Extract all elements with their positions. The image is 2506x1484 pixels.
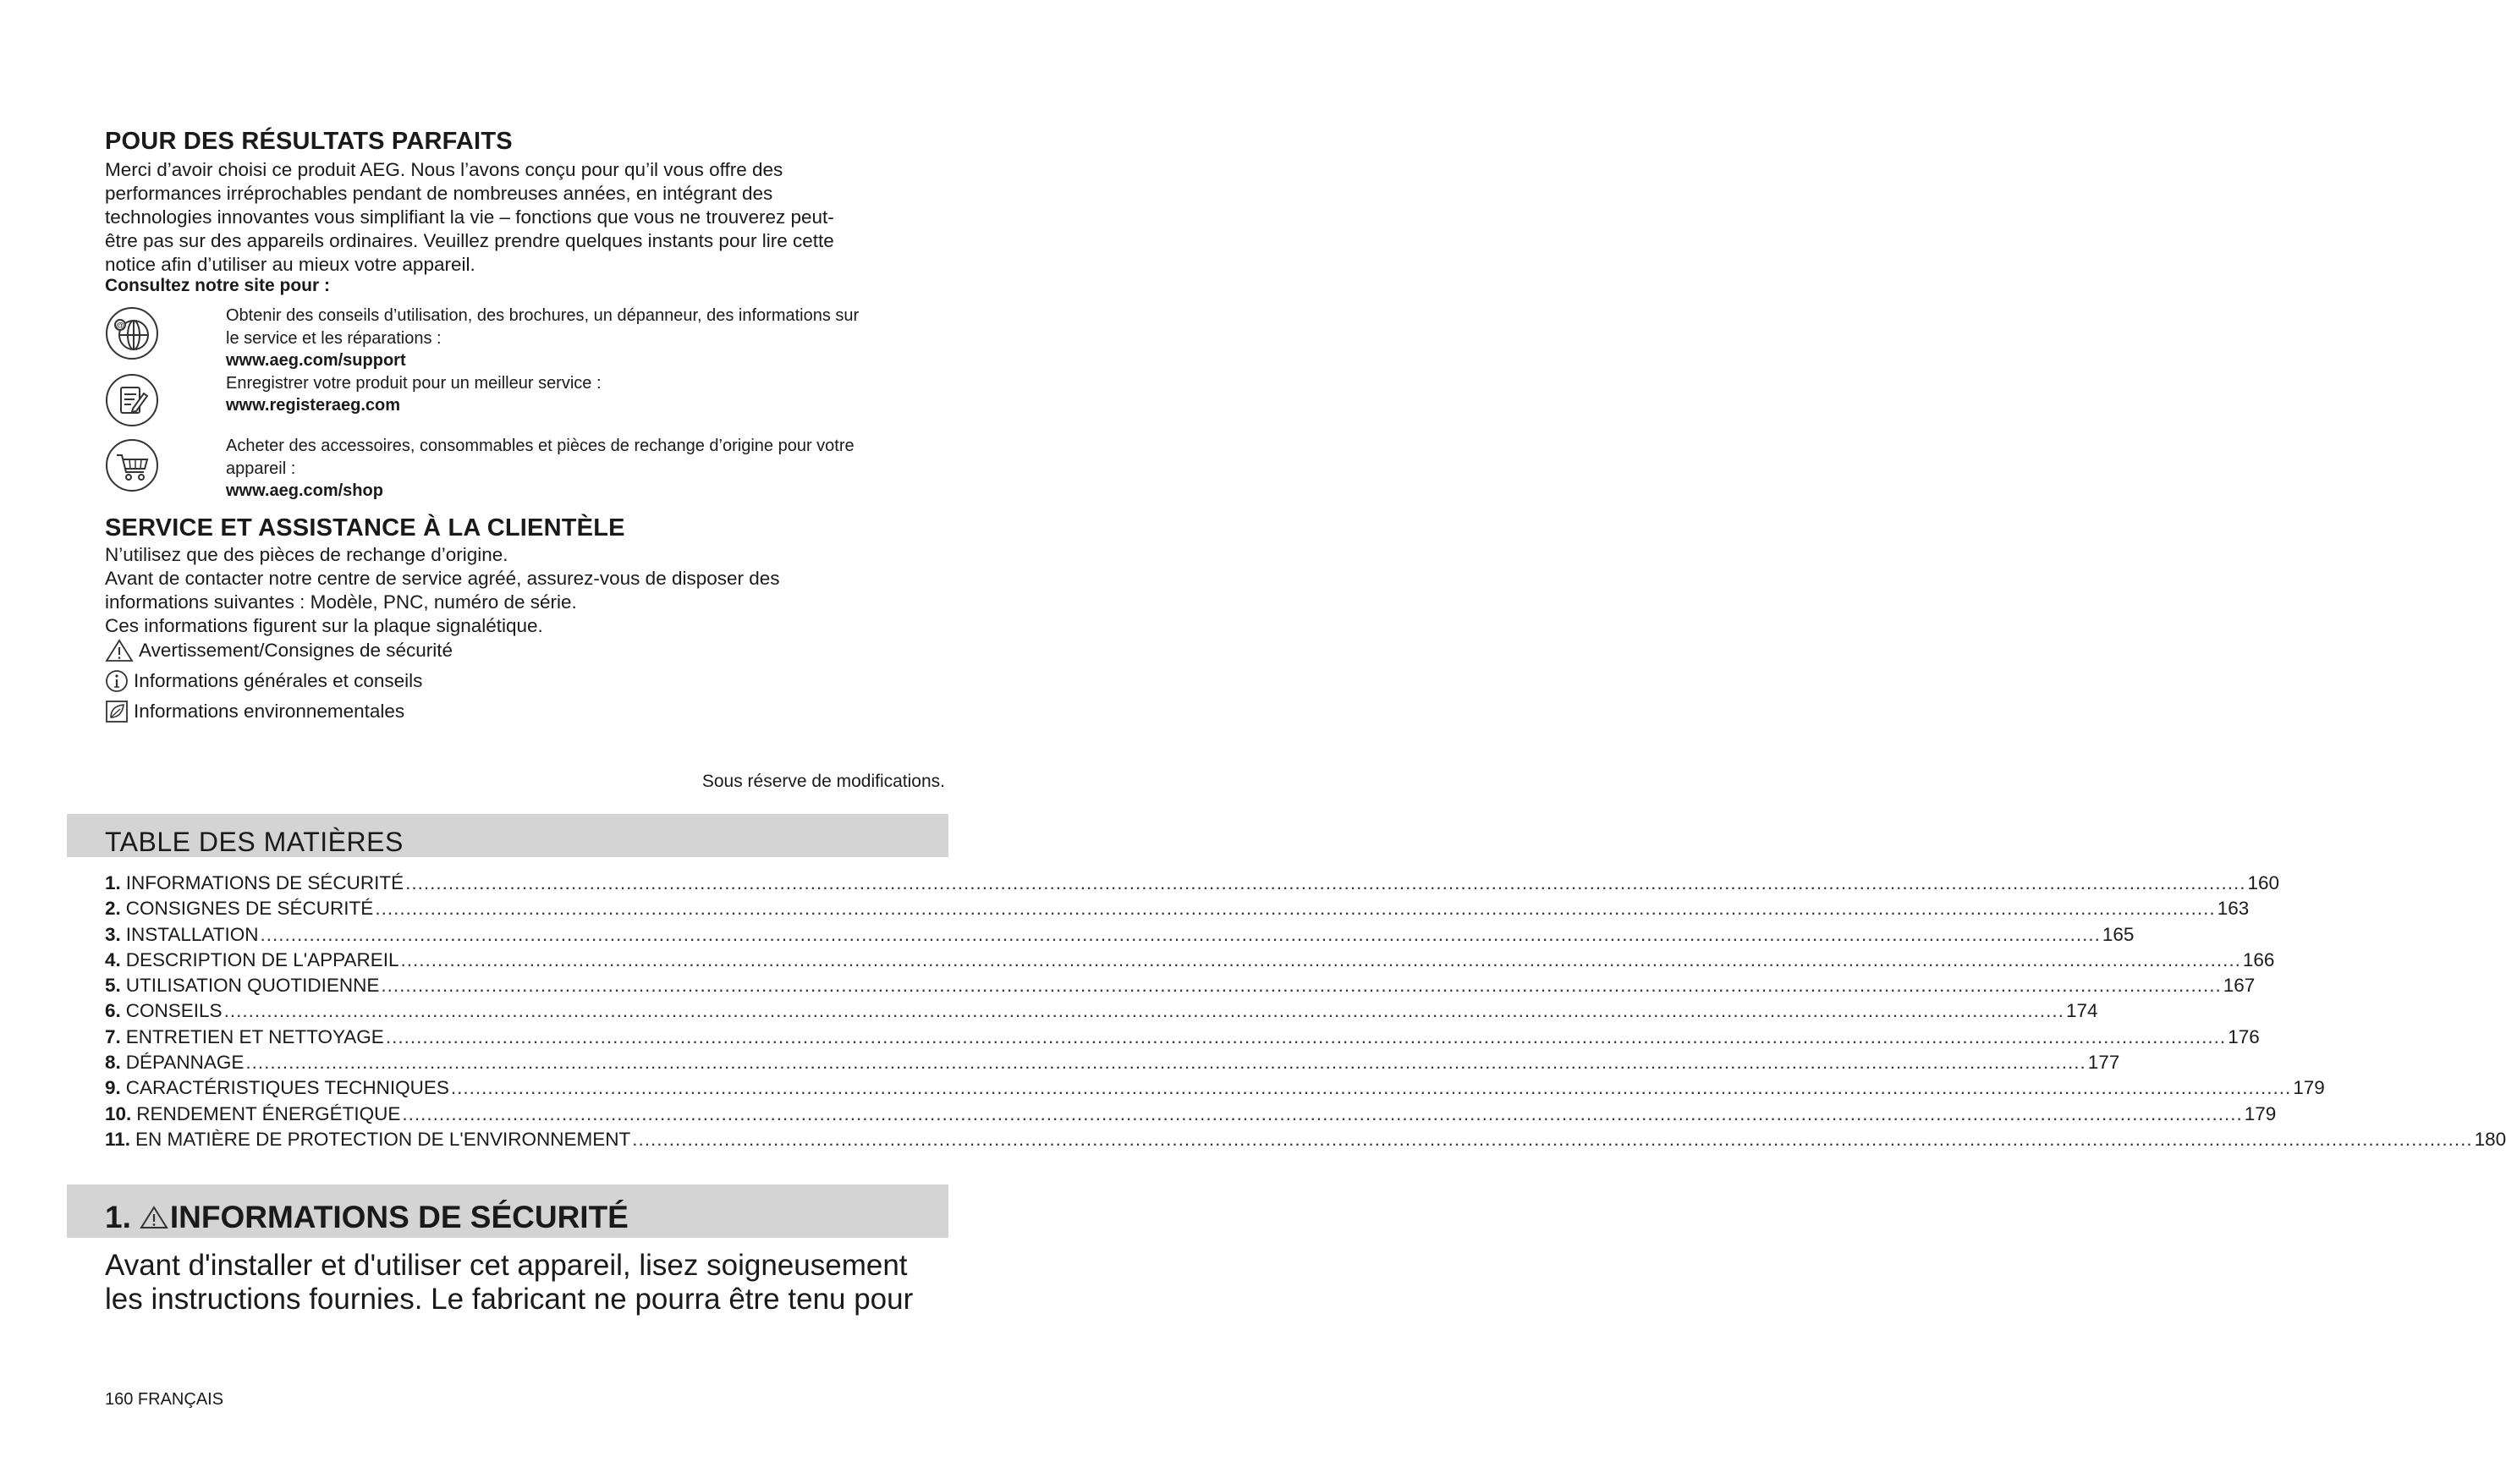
toc-leader-dots: ............................................................................................................................................................................................................................................................................................................ [381, 975, 2222, 997]
toc-item[interactable] [105, 923, 2135, 949]
toc-leader-dots: ............................................................................................................................................................................................................................................................................................................ [632, 1128, 2473, 1150]
toc-item-label: RENDEMENT ÉNERGÉTIQUE [136, 1102, 401, 1124]
legend-info: Informations générales et conseils [105, 669, 422, 693]
toc-list [105, 872, 2506, 1154]
toc-leader-dots: ............................................................................................................................................................................................................................................................................................................ [245, 1052, 2086, 1074]
toc-item-page: 179 [2293, 1077, 2325, 1099]
toc-item[interactable] [105, 1077, 2325, 1102]
reserve-note: Sous réserve de modifications. [701, 772, 945, 791]
toc-item-number: 10. [105, 1102, 132, 1124]
support-url[interactable]: www.aeg.com/support [226, 351, 406, 370]
toc-leader-dots: ............................................................................................................................................................................................................................................................................................................ [450, 1077, 2292, 1099]
toc-item-number: 4. [105, 948, 121, 970]
support-link-block: Obtenir des conseils d’utilisation, des brochures, un dépanneur, des informations sur le service et les réparations : www.aeg.com/support Enregistrer votre produit pour un meilleur service : www.registeraeg.com [226, 305, 859, 417]
globe-icon [105, 306, 159, 360]
toc-item-label: DESCRIPTION DE L'APPAREIL [125, 948, 399, 970]
toc-leader-dots: ............................................................................................................................................................................................................................................................................................................ [260, 923, 2101, 945]
toc-item-label: UTILISATION QUOTIDIENNE [125, 975, 380, 997]
leaf-icon [105, 700, 129, 723]
info-icon [105, 669, 129, 693]
toc-leader-dots: ............................................................................................................................................................................................................................................................................................................ [402, 1102, 2243, 1124]
toc-item-page: 160 [2247, 872, 2280, 893]
toc-item-number: 11. [105, 1128, 131, 1150]
toc-item-number: 3. [105, 923, 121, 945]
toc-item-label: CONSIGNES DE SÉCURITÉ [125, 898, 374, 920]
consult-label: Consultez notre site pour : [105, 276, 331, 295]
toc-item-page: 167 [2223, 975, 2256, 997]
toc-item[interactable] [105, 1052, 2120, 1077]
toc-item[interactable] [105, 948, 2275, 975]
toc-item-page: 174 [2065, 1000, 2098, 1022]
page-footer: 160 FRANÇAIS [105, 1390, 224, 1409]
toc-item-number: 9. [105, 1077, 121, 1099]
intro-title: POUR DES RÉSULTATS PARFAITS [105, 128, 513, 155]
toc-leader-dots: ............................................................................................................................................................................................................................................................................................................ [223, 1000, 2064, 1022]
svg-text:@: @ [116, 322, 124, 331]
toc-item-label: INFORMATIONS DE SÉCURITÉ [125, 872, 404, 893]
section1-intro: Avant d'installer et d'utiliser cet appareil, lisez soigneusement les instructions fournies. Le fabricant ne pourra être tenu pour [105, 1249, 914, 1316]
toc-item-label: EN MATIÈRE DE PROTECTION DE L'ENVIRONNEMENT [135, 1128, 631, 1150]
toc-item[interactable] [105, 1102, 2277, 1129]
register-url[interactable]: www.registeraeg.com [226, 396, 400, 415]
toc-item[interactable] [105, 1025, 2260, 1052]
section1-title: 1. INFORMATIONS DE SÉCURITÉ [105, 1200, 629, 1234]
toc-item-number: 8. [105, 1052, 121, 1074]
toc-leader-dots: ............................................................................................................................................................................................................................................................................................................ [375, 898, 2216, 920]
toc-title: TABLE DES MATIÈRES [105, 827, 404, 857]
shop-url[interactable]: www.aeg.com/shop [226, 481, 383, 500]
toc-leader-dots: ............................................................................................................................................................................................................................................................................................................ [385, 1025, 2227, 1047]
toc-item[interactable] [105, 898, 2250, 923]
shop-link-block: Acheter des accessoires, consommables et pièces de rechange d’origine pour votre appareil : www.aeg.com/shop [226, 435, 855, 503]
toc-leader-dots: ............................................................................................................................................................................................................................................................................................................ [400, 948, 2241, 970]
toc-item-page: 176 [2228, 1025, 2260, 1047]
warning-icon [140, 1205, 168, 1230]
toc-item-number: 7. [105, 1025, 121, 1047]
toc-item[interactable] [105, 872, 2280, 898]
toc-item-number: 6. [105, 1000, 121, 1022]
warning-icon [105, 639, 134, 662]
toc-item-number: 1. [105, 872, 121, 893]
intro-paragraph: Merci d’avoir choisi ce produit AEG. Nous l’avons conçu pour qu’il vous offre des performances irréprochables pendant de nombreuses années, en intégrant des technologies innovantes vous simplifiant la vie – fonctions que vous ne trouverez peut- être pas sur des appareils ordinaires. Veuillez prendre quelques instants pour lire cette notice afin d’utiliser au mieux votre appareil. [105, 159, 834, 275]
toc-item-page: 166 [2242, 948, 2275, 970]
toc-item-page: 165 [2102, 923, 2135, 945]
toc-item-number: 2. [105, 898, 121, 920]
toc-item-label: ENTRETIEN ET NETTOYAGE [125, 1025, 384, 1047]
toc-item-page: 163 [2217, 898, 2250, 920]
toc-item-label: INSTALLATION [125, 923, 259, 945]
legend-warning: Avertissement/Consignes de sécurité [105, 639, 453, 662]
register-icon [105, 373, 159, 427]
service-paragraph: N’utilisez que des pièces de rechange d’origine. Avant de contacter notre centre de service agréé, assurez-vous de disposer des informations suivantes : Modèle, PNC, numéro de série. Ces informations figurent sur la plaque signalétique. [105, 544, 780, 636]
legend-environment: Informations environnementales [105, 700, 404, 723]
toc-item-label: CONSEILS [125, 1000, 223, 1022]
toc-item[interactable] [105, 975, 2256, 1000]
toc-leader-dots: ............................................................................................................................................................................................................................................................................................................ [405, 872, 2246, 893]
toc-item-label: DÉPANNAGE [125, 1052, 245, 1074]
service-title: SERVICE ET ASSISTANCE À LA CLIENTÈLE [105, 514, 625, 541]
toc-item-label: CARACTÉRISTIQUES TECHNIQUES [125, 1077, 449, 1099]
toc-item-page: 179 [2244, 1102, 2277, 1124]
toc-item-page: 180 [2474, 1128, 2506, 1150]
toc-item[interactable] [105, 1000, 2098, 1025]
toc-item-page: 177 [2087, 1052, 2120, 1074]
cart-icon [105, 438, 159, 492]
toc-item-number: 5. [105, 975, 121, 997]
toc-item[interactable] [105, 1128, 2506, 1154]
